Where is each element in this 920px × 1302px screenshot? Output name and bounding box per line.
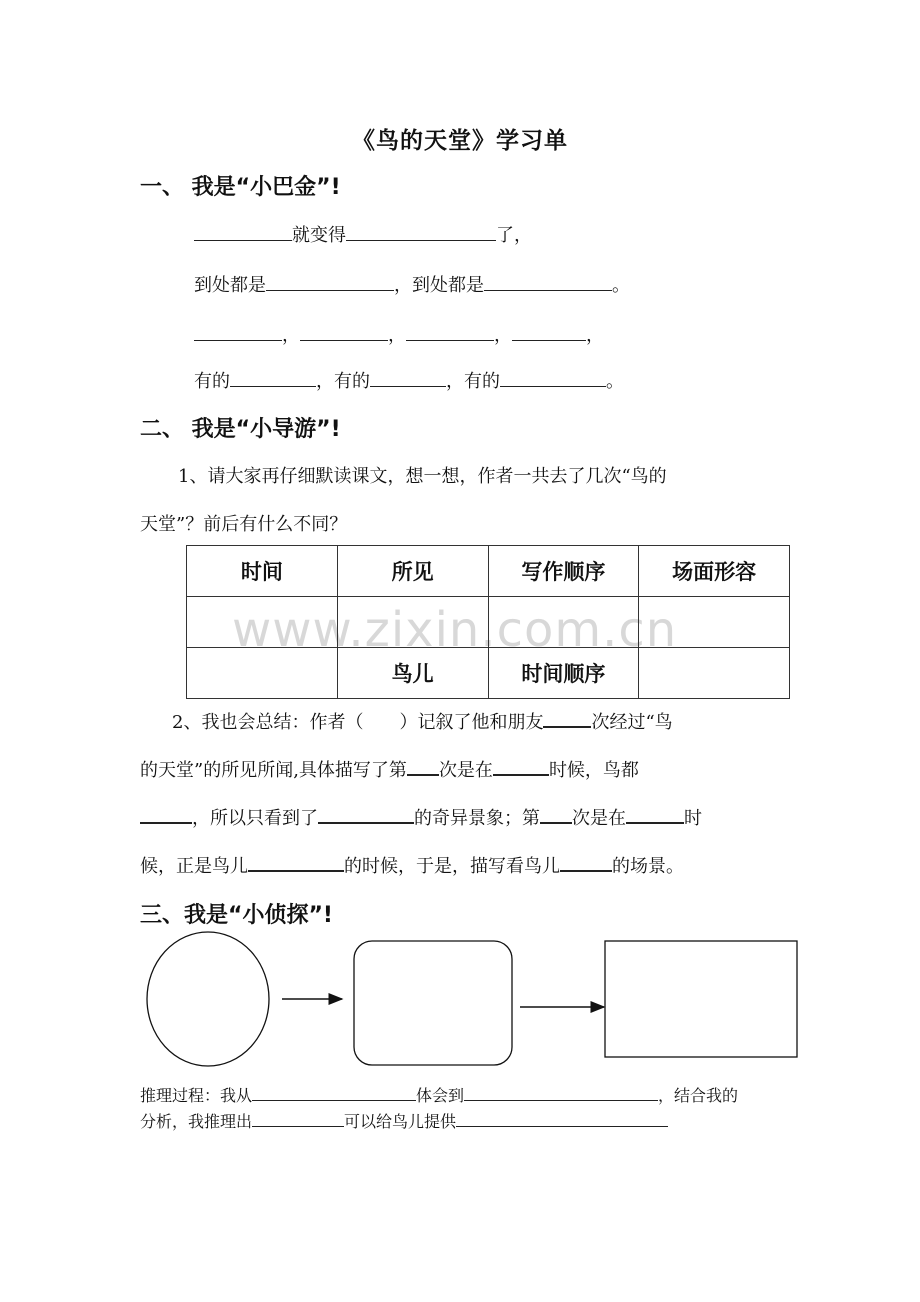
question-2-line-1: 2、我也会总结：作者（ ）记叙了他和朋友 次经过“鸟 <box>172 706 673 734</box>
rounded-box[interactable] <box>354 941 512 1065</box>
question-1-line-1: 1、请大家再仔细默读课文，想一想，作者一共去了几次“鸟的 <box>178 466 667 487</box>
table-cell: 时间顺序 <box>488 648 639 699</box>
fill-blank[interactable] <box>456 1108 668 1127</box>
reasoning-diagram <box>140 925 810 1075</box>
fill-blank[interactable] <box>543 706 591 728</box>
section-1-heading: 一、 我是“小巴金”! <box>140 175 341 200</box>
table-row <box>187 597 790 648</box>
fill-blank[interactable] <box>406 320 494 341</box>
ellipse-box[interactable] <box>147 932 269 1066</box>
fill-blank[interactable] <box>248 850 344 872</box>
table-cell[interactable] <box>187 597 338 648</box>
question-2-line-2: 的天堂”的所见所闻,具体描写了第 次是在 时候，鸟都 <box>140 754 639 782</box>
fill-blank[interactable] <box>346 220 496 241</box>
fill-blank[interactable] <box>300 320 388 341</box>
section-1-row-1: 就变得 了， <box>194 220 532 247</box>
table-header-cell: 写作顺序 <box>488 546 639 597</box>
fill-blank[interactable] <box>252 1082 416 1101</box>
question-1-line-2: 天堂”？前后有什么不同？ <box>140 514 348 535</box>
fill-blank[interactable] <box>230 366 316 387</box>
square-box[interactable] <box>605 941 797 1057</box>
fill-blank[interactable] <box>370 366 446 387</box>
page-title: 《鸟的天堂》学习单 <box>352 127 568 154</box>
table-cell[interactable] <box>639 648 790 699</box>
question-2-line-3: ，所以只看到了 的奇异景象；第 次是在 时 <box>140 802 702 830</box>
fill-blank[interactable] <box>560 850 612 872</box>
table-cell[interactable] <box>488 597 639 648</box>
section-1-row-3: ， ， ， ， <box>194 320 604 347</box>
table-cell[interactable] <box>187 648 338 699</box>
section-3-heading: 三、我是“小侦探”! <box>140 903 333 928</box>
reasoning-line-2: 分析，我推理出 可以给鸟儿提供 <box>140 1108 668 1132</box>
fill-blank[interactable] <box>194 320 282 341</box>
table-row <box>187 648 790 699</box>
table-cell: 鸟儿 <box>337 648 488 699</box>
fill-blank[interactable] <box>266 270 394 291</box>
table-header-cell: 场面形容 <box>639 546 790 597</box>
table-cell[interactable] <box>639 597 790 648</box>
fill-blank[interactable] <box>194 220 292 241</box>
table-header-row <box>187 546 790 597</box>
fill-blank[interactable] <box>500 366 606 387</box>
fill-blank[interactable] <box>318 802 414 824</box>
reasoning-line-1: 推理过程：我从 体会到 ，结合我的 <box>140 1082 738 1106</box>
fill-blank[interactable] <box>464 1082 658 1101</box>
fill-blank[interactable] <box>407 754 439 776</box>
fill-blank[interactable] <box>626 802 684 824</box>
section-1-row-2: 到处都是 ，到处都是 。 <box>194 270 630 297</box>
fill-blank[interactable] <box>140 802 192 824</box>
section-2-heading: 二、 我是“小导游”! <box>140 417 341 442</box>
section-1-row-4: 有的 ，有的 ，有的 。 <box>194 366 624 393</box>
fill-blank[interactable] <box>252 1108 344 1127</box>
watermark: www.zixin.com.cn <box>232 602 678 658</box>
comparison-table <box>186 545 790 699</box>
fill-blank[interactable] <box>540 802 572 824</box>
table-cell[interactable] <box>337 597 488 648</box>
table-header-cell: 所见 <box>337 546 488 597</box>
fill-blank[interactable] <box>493 754 549 776</box>
fill-blank[interactable] <box>512 320 586 341</box>
question-2-line-4: 候，正是鸟儿 的时候，于是，描写看鸟儿 的场景。 <box>140 850 684 878</box>
fill-blank[interactable] <box>484 270 612 291</box>
table-header-cell: 时间 <box>187 546 338 597</box>
